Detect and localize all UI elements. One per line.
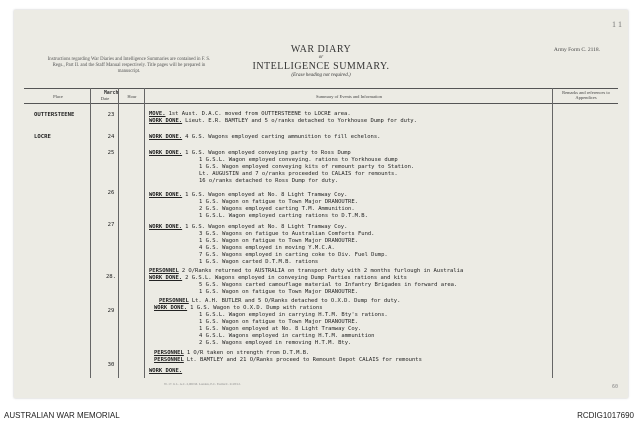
entry-text: 1 G.S. Wagon on fatigue to Town Major DRANOUTRE. — [199, 238, 358, 244]
entry-text: 3 G.S. Wagons on fatigue to Australian Comforts Fund. — [199, 231, 375, 237]
entry-text: 1 G.S. Wagon on fatigue to Town Major DRANOUTRE. — [199, 289, 358, 295]
title-war-diary: WAR DIARY — [290, 44, 352, 55]
entry-label: PERSONNEL — [154, 357, 184, 363]
entry-row — [159, 298, 400, 305]
entry-row — [199, 340, 351, 347]
entry-text: 1 G.S.L. Wagon employed in carrying H.T.M. Bty's rations. — [199, 312, 388, 318]
month-label: March — [104, 91, 119, 96]
entry-label: WORK DONE. — [149, 368, 183, 374]
place-cell: OUTTERSTEENE — [34, 112, 75, 118]
column-header-remarks: Remarks and references to Appendices — [562, 90, 610, 100]
entry-label: WORK DONE. — [154, 305, 188, 311]
entry-row — [199, 178, 338, 185]
entry-row — [149, 268, 463, 275]
date-cell: 27 — [107, 222, 115, 228]
entry-row — [199, 259, 318, 266]
entry-row — [149, 118, 417, 125]
date-cell: 30 — [107, 362, 115, 368]
column-divider-place — [90, 88, 91, 378]
entry-label: PERSONNEL — [154, 350, 184, 356]
column-header-date: Date — [100, 96, 110, 101]
entry-row — [149, 368, 185, 375]
entry-row — [199, 231, 375, 238]
column-divider-hour — [144, 88, 145, 378]
entry-row — [149, 150, 351, 157]
entry-row — [149, 275, 407, 282]
entry-row — [149, 134, 381, 141]
date-cell: 23 — [107, 112, 115, 118]
date-cell: 25 — [107, 150, 115, 156]
entry-text: 1st Aust. D.A.C. moved from OUTTERSTEENE to LOCRE area. — [168, 111, 351, 117]
entry-text: 7 G.S. Wagons employed in carting coke to Div. Fuel Dump. — [199, 252, 388, 258]
date-cell: 24 — [107, 134, 115, 140]
corner-mark: 1 1 — [612, 20, 622, 29]
entry-text: 1 G.S. Wagon employed at No. 8 Light Tramway Coy. — [185, 192, 348, 198]
entry-text: 16 o/ranks detached to Ross Dump for duty. — [199, 178, 339, 184]
printer-imprint: W. 17. 6. L. A.C. 2,000 M. London, E.C. Forms/C. 2118/12. — [164, 382, 241, 386]
entry-text: 1 G.S. Wagon on fatigue to Town Major DRANOUTRE. — [199, 319, 358, 325]
page-mark: 60 — [611, 384, 618, 390]
entry-text: 2 G.S.L. Wagons employed in conveying Dump Parties rations and kits — [185, 275, 407, 281]
entry-row — [199, 164, 414, 171]
entry-text: Lt. A.H. BUTLER and 5 O/Ranks detached to O.X.D. Dump for duty. — [191, 298, 401, 304]
place-cell: LOCRE — [34, 134, 51, 140]
entry-row — [199, 289, 358, 296]
entry-row — [199, 213, 368, 220]
entry-text: 1 G.S.L. Wagon employed carting rations to D.T.M.B. — [199, 213, 368, 219]
column-divider-date — [118, 88, 119, 378]
entry-text: 2 O/Ranks returned to AUSTRALIA on transport duty with 2 months furlough in Australia — [181, 268, 464, 274]
entry-label: MOVE. — [149, 111, 166, 117]
date-cell: 26 — [107, 190, 115, 196]
title-subtitle: (Erase heading not required.) — [291, 73, 351, 78]
entry-label: WORK DONE. — [149, 224, 183, 230]
entry-row — [199, 245, 335, 252]
entry-row — [199, 238, 358, 245]
entry-label: WORK DONE. — [149, 192, 183, 198]
entry-row — [199, 282, 457, 289]
entry-row — [199, 199, 358, 206]
entry-row — [199, 252, 388, 259]
entry-row — [199, 157, 398, 164]
entry-row — [199, 206, 355, 213]
entry-text: 4 G.S. Wagons employed in moving Y.M.C.A. — [199, 245, 335, 251]
entry-text: 1 G.S. Wagon employed conveying party to Ross Dump — [185, 150, 351, 156]
entry-text: 1 G.S. Wagon employed conveying kits of remount party to Station. — [199, 164, 415, 170]
diary-sheet — [14, 10, 628, 398]
entry-label: PERSONNEL — [159, 298, 189, 304]
entry-row — [199, 326, 361, 333]
entry-row — [149, 192, 347, 199]
instructions-note: Instructions regarding War Diaries and Intelligence Summaries are contained in F. S. Regs., Part II. and the Staff Manual respectively. Title pages will be prepared in manuscript. — [47, 57, 211, 74]
entry-label: PERSONNEL — [149, 268, 179, 274]
column-divider-summary — [552, 88, 553, 378]
entry-text: 1 G.S. Wagon carted D.T.M.B. rations — [199, 259, 319, 265]
column-header-place: Place — [53, 94, 63, 99]
title-or: or — [318, 55, 324, 60]
date-cell: 28. — [105, 274, 117, 280]
entry-text: 1 O/R taken on strength from D.T.M.B. — [186, 350, 310, 356]
entry-text: 2 G.S. Wagons employed in removing H.T.M. Bty. — [199, 340, 352, 346]
header-rule-top — [24, 88, 618, 89]
date-cell: 29 — [107, 308, 115, 314]
entry-text: 1 G.S. Wagon to O.X.D. Dump with rations — [190, 305, 323, 311]
entry-text: 1 G.S. Wagon employed at No. 8 Light Tramway Coy. — [185, 224, 348, 230]
entry-text: 1 G.S. Wagon on fatigue to Town Major DRANOUTRE. — [199, 199, 358, 205]
title-intelligence-summary: INTELLIGENCE SUMMARY. — [252, 61, 390, 72]
entry-row — [154, 357, 422, 364]
entry-text: Lt. AUGUSTIN and 7 o/ranks proceeded to CALAIS for remounts. — [199, 171, 398, 177]
record-id: RCDIG1017690 — [577, 411, 634, 420]
army-form-number: Army Form C. 2118. — [553, 47, 600, 53]
header-rule-bottom — [24, 103, 618, 104]
archive-caption: AUSTRALIAN WAR MEMORIAL — [4, 411, 120, 420]
entry-text: 2 G.S. Wagons employed carting T.M. Ammunition. — [199, 206, 355, 212]
entry-text: 1 G.S.L. Wagon employed conveying. rations to Yorkhouse dump — [199, 157, 398, 163]
entry-row — [154, 350, 309, 357]
entry-text: 4 G.S.L. Wagons employed in carting H.T.M. ammunition — [199, 333, 375, 339]
column-header-summary: Summary of Events and Information — [316, 94, 382, 99]
entry-row — [154, 305, 323, 312]
entry-text: 5 G.S. Wagons carted camouflage material to Infantry Brigades in forward area. — [199, 282, 458, 288]
entry-row — [199, 312, 388, 319]
entry-label: WORK DONE. — [149, 150, 183, 156]
entry-row — [149, 111, 351, 118]
entry-label: WORK DONE. — [149, 118, 183, 124]
entry-text: Lt. BAMTLEY and 21 O/Ranks proceed to Remount Depot CALAIS for remounts — [186, 357, 422, 363]
entry-text: 1 G.S. Wagon employed at No. 8 Light Tramway Coy. — [199, 326, 362, 332]
entry-label: WORK DONE. — [149, 134, 183, 140]
entry-row — [199, 319, 358, 326]
entry-row — [149, 224, 347, 231]
entry-label: WORK DONE. — [149, 275, 183, 281]
entry-row — [199, 171, 398, 178]
entry-text: Lieut. E.R. BAMTLEY and 5 o/ranks detached to Yorkhouse Dump for duty. — [185, 118, 417, 124]
column-header-hour: Hour — [127, 94, 137, 99]
entry-text: 4 G.S. Wagons employed carting ammunition to fill echelons. — [185, 134, 381, 140]
entry-row — [199, 333, 375, 340]
